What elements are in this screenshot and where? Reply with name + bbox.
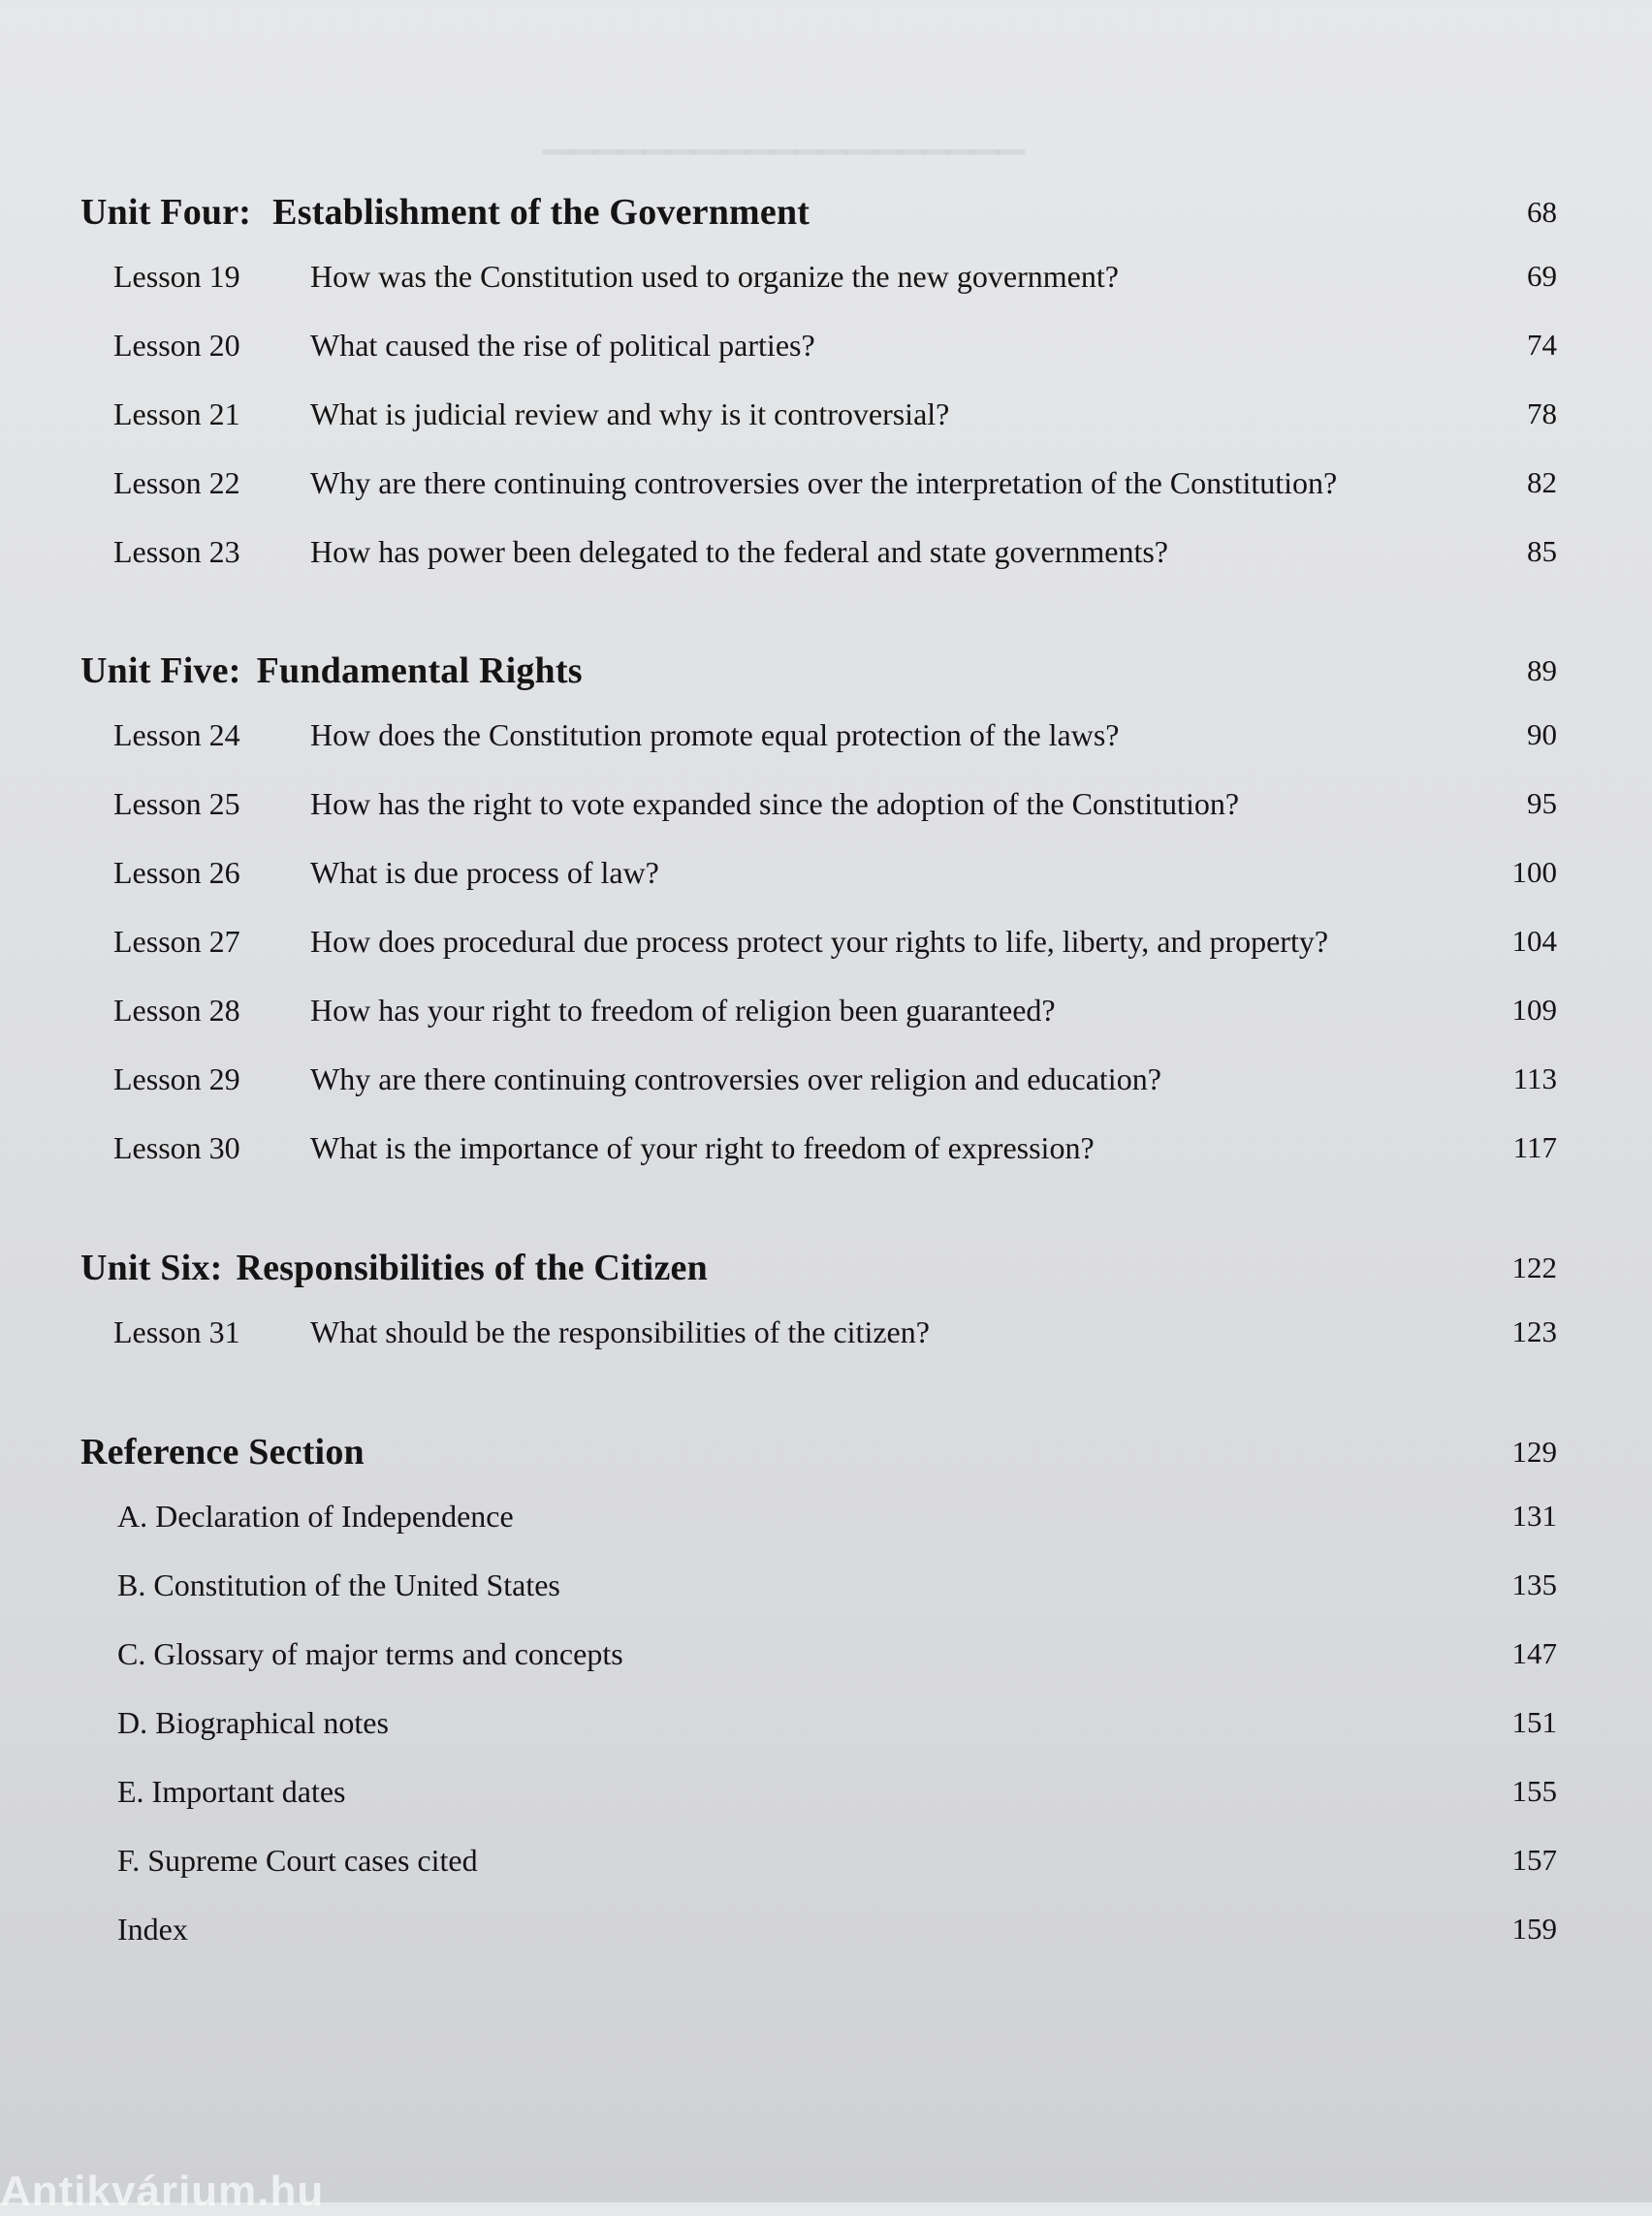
reference-item-page-number: 151 (1511, 1705, 1557, 1739)
reference-section (0, 1431, 1652, 1980)
lesson-question: Why are there continuing controversies over religion and education? (310, 1061, 1161, 1096)
lesson-row (0, 534, 1652, 603)
lesson-page-number: 104 (1511, 924, 1557, 958)
lesson-label: Lesson 23 (113, 534, 240, 569)
lesson-row (0, 993, 1652, 1061)
lesson-row (0, 717, 1652, 786)
lesson-page-number: 82 (1527, 465, 1557, 499)
lesson-question: How has your right to freedom of religion been guaranteed? (310, 993, 1056, 1028)
lesson-label: Lesson 27 (113, 924, 240, 959)
lesson-row (0, 1061, 1652, 1130)
lesson-page-number: 74 (1527, 328, 1557, 362)
lesson-row (0, 259, 1652, 328)
unit-title: Unit Four: Establishment of the Government (80, 192, 810, 233)
lesson-label: Lesson 19 (113, 259, 240, 294)
reference-item-page-number: 135 (1511, 1567, 1557, 1601)
unit-four-section (0, 191, 1652, 603)
reference-page-number: 129 (1511, 1435, 1557, 1469)
unit-title: Unit Five: Fundamental Rights (80, 650, 583, 691)
lesson-question: Why are there continuing controversies over the interpretation of the Constitution? (310, 465, 1338, 500)
lesson-row (0, 465, 1652, 534)
reference-item-label: Index (117, 1912, 188, 1947)
reference-item-label: F. Supreme Court cases cited (117, 1843, 478, 1878)
lesson-page-number: 123 (1511, 1314, 1557, 1348)
lesson-label: Lesson 22 (113, 465, 240, 500)
lesson-row (0, 1130, 1652, 1199)
reference-item-label: C. Glossary of major terms and concepts (117, 1636, 623, 1671)
lesson-label: Lesson 31 (113, 1314, 240, 1349)
lesson-row (0, 786, 1652, 855)
lesson-label: Lesson 28 (113, 993, 240, 1028)
lesson-question: What caused the rise of political parties? (310, 328, 815, 363)
unit-page-number: 122 (1511, 1250, 1557, 1284)
lesson-question: What is the importance of your right to freedom of expression? (310, 1130, 1095, 1165)
reference-item-page-number: 155 (1511, 1774, 1557, 1808)
lesson-label: Lesson 29 (113, 1061, 240, 1096)
lesson-question: How does procedural due process protect your rights to life, liberty, and property? (310, 924, 1329, 959)
lesson-page-number: 113 (1512, 1061, 1557, 1095)
unit-six-section (0, 1247, 1652, 1383)
unit-heading (0, 1247, 1652, 1314)
lesson-page-number: 85 (1527, 534, 1557, 568)
reference-heading (0, 1431, 1652, 1499)
lesson-label: Lesson 25 (113, 786, 240, 821)
unit-five-section (0, 649, 1652, 1199)
lesson-page-number: 78 (1527, 396, 1557, 430)
lesson-question: How was the Constitution used to organize the new government? (310, 259, 1119, 294)
reference-item-label: A. Declaration of Independence (117, 1499, 514, 1534)
reference-item-page-number: 157 (1511, 1843, 1557, 1877)
reference-item (0, 1499, 1652, 1567)
lesson-question: What is due process of law? (310, 855, 659, 890)
reference-item-page-number: 147 (1511, 1636, 1557, 1670)
reference-item-label: E. Important dates (117, 1774, 346, 1809)
lesson-row (0, 328, 1652, 396)
lesson-question: How has power been delegated to the federal and state governments? (310, 534, 1168, 569)
reference-item (0, 1774, 1652, 1843)
lesson-row (0, 396, 1652, 465)
unit-title: Unit Six: Responsibilities of the Citizen (80, 1248, 708, 1288)
lesson-question: What is judicial review and why is it controversial? (310, 396, 950, 431)
reference-item (0, 1912, 1652, 1980)
lesson-page-number: 100 (1511, 855, 1557, 889)
lesson-label: Lesson 20 (113, 328, 240, 363)
lesson-page-number: 109 (1511, 993, 1557, 1027)
lesson-label: Lesson 26 (113, 855, 240, 890)
unit-heading (0, 191, 1652, 259)
unit-page-number: 68 (1527, 195, 1557, 229)
lesson-label: Lesson 24 (113, 717, 240, 752)
reference-item (0, 1636, 1652, 1705)
reference-title: Reference Section (80, 1432, 365, 1472)
reference-item (0, 1705, 1652, 1774)
reference-item-label: D. Biographical notes (117, 1705, 389, 1740)
lesson-row (0, 855, 1652, 924)
reference-item (0, 1567, 1652, 1636)
lesson-label: Lesson 30 (113, 1130, 240, 1165)
lesson-row (0, 1314, 1652, 1383)
watermark: Antikvárium.hu (0, 2168, 325, 2215)
lesson-page-number: 95 (1527, 786, 1557, 820)
lesson-page-number: 69 (1527, 259, 1557, 293)
lesson-question: How does the Constitution promote equal protection of the laws? (310, 717, 1120, 752)
lesson-page-number: 117 (1512, 1130, 1557, 1164)
lesson-question: How has the right to vote expanded since the adoption of the Constitution? (310, 786, 1240, 821)
reference-item-page-number: 131 (1511, 1499, 1557, 1533)
unit-page-number: 89 (1527, 653, 1557, 687)
bleed-through-decoration: ▁▁▁▁▁▁▁▁▁▁▁▁▁▁▁▁▁▁▁ (543, 118, 1025, 154)
reference-item-label: B. Constitution of the United States (117, 1567, 560, 1602)
lesson-question: What should be the responsibilities of the citizen? (310, 1314, 930, 1349)
lesson-row (0, 924, 1652, 993)
lesson-page-number: 90 (1527, 717, 1557, 751)
unit-heading (0, 649, 1652, 717)
reference-item-page-number: 159 (1511, 1912, 1557, 1946)
lesson-label: Lesson 21 (113, 396, 240, 431)
reference-item (0, 1843, 1652, 1912)
